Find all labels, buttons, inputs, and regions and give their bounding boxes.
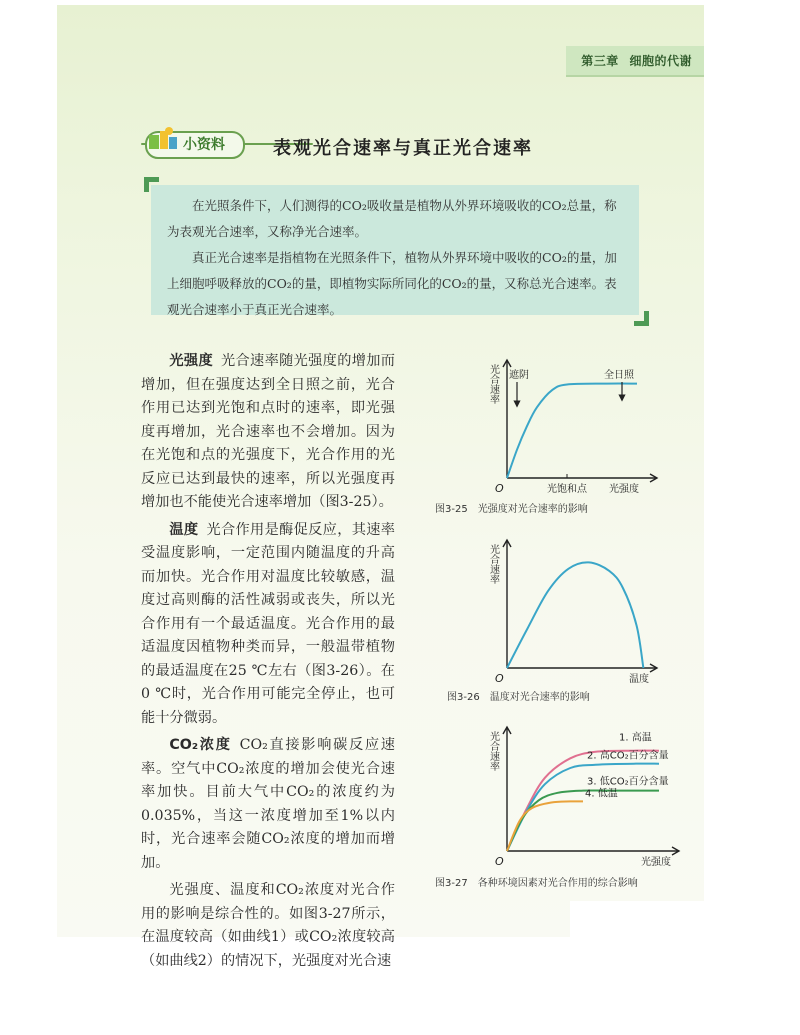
- body-paragraph: 光强度 光合速率随光强度的增加而增加，但在强度达到全日照之前，光合作用已达到光饱和点时的速率，即光强度再增加，光合速率也不会增加。因为在光饱和点的光强度下，光合作用的光反应已达到最快的速率，所以光强度再增加也不能使光合速率增加（图3-25）。: [141, 353, 395, 510]
- origin-label: O: [495, 855, 504, 868]
- annotation-full-sun: 全日照: [604, 370, 634, 381]
- chart-combined-factors: [429, 717, 699, 872]
- body-paragraph: 温度 光合作用是酶促反应，其速率受温度影响，一定范围内随温度的升高而加快。光合作用对温度比较敏感，温度过高则酶的活性减弱或丧失，所以光合作用有一个最适温度。光合作用的最适温度因植物种类而异，一般温带植物的最适温度在25 ℃左右（图3-26）。在0 ℃时，光合作用可能完全停止，也可能十分微弱。: [141, 521, 395, 726]
- box-corner: [634, 311, 649, 326]
- body-paragraph: CO₂浓度 CO₂直接影响碳反应速率。空气中CO₂浓度的增加会使光合速率加快。目前大气中CO₂的浓度约为0.035%，当这一浓度增加至1%以内时，光合速率会随CO₂浓度的增加而增加。: [141, 737, 396, 871]
- book-icon: [147, 125, 181, 155]
- figure-caption: 图3-27 各种环境因素对光合作用的综合影响: [435, 878, 638, 889]
- info-paragraph: 真正光合速率是指植物在光照条件下，植物从外界环境中吸收的CO₂的量，加上细胞呼吸释放的CO₂的量，即植物实际所同化的CO₂的量，又称总光合速率。表观光合速率小于真正光合速率。: [167, 250, 617, 317]
- paragraph-keyword: CO₂浓度: [169, 737, 232, 753]
- series-label: 1. 高温: [619, 732, 652, 744]
- series-line: [507, 384, 637, 478]
- series-line: [507, 790, 659, 851]
- series-label: 2. 高CO₂百分含量: [587, 750, 669, 762]
- origin-label: O: [495, 482, 504, 495]
- series-label: 4. 低温: [585, 788, 618, 800]
- sidebox-title: 表观光合速率与真正光合速率: [273, 138, 533, 159]
- x-axis-label: 温度: [629, 674, 649, 685]
- x-axis-label: 光强度: [609, 484, 639, 495]
- y-axis-label: 光合速率: [487, 544, 499, 584]
- scan-edge: [570, 901, 704, 937]
- chart-light-intensity: [429, 350, 659, 495]
- annotation-shade: 遮阴: [509, 370, 529, 381]
- figure-3-26: [429, 530, 659, 705]
- x-axis-label: 光强度: [641, 857, 671, 868]
- info-paragraph: 在光照条件下，人们测得的CO₂吸收量是植物从外界环境吸收的CO₂总量，称为表观光合速率，又称净光合速率。: [167, 198, 617, 239]
- figure-caption: 图3-25 光强度对光合速率的影响: [435, 504, 588, 515]
- annotation-saturation: 光饱和点: [547, 484, 587, 495]
- figure-3-27: [429, 717, 699, 897]
- paragraph-keyword: 光强度: [169, 353, 213, 369]
- series-label: 3. 低CO₂百分含量: [587, 776, 669, 788]
- series-line: [507, 562, 643, 668]
- chapter-number: 第三章: [581, 54, 619, 68]
- figure-caption: 图3-26 温度对光合速率的影响: [447, 692, 590, 703]
- chapter-title: 细胞的代谢: [629, 54, 692, 68]
- paragraph-keyword: 温度: [169, 521, 199, 538]
- y-axis-label: 光合速率: [487, 364, 499, 404]
- sidebox-tag-label: 小资料: [183, 137, 225, 153]
- origin-label: O: [495, 672, 504, 685]
- info-box: [151, 185, 639, 315]
- y-axis-label: 光合速率: [487, 731, 499, 771]
- chart-temperature: [429, 530, 659, 685]
- chapter-header: [581, 52, 692, 69]
- body-text: [141, 350, 395, 977]
- body-paragraph: 光强度、温度和CO₂浓度对光合作用的影响是综合性的。如图3-27所示，在温度较高（如曲线1）或CO₂浓度较高（如曲线2）的情况下，光强度对光合速: [141, 882, 395, 969]
- figure-3-25: [429, 350, 659, 520]
- textbook-page: [57, 5, 704, 969]
